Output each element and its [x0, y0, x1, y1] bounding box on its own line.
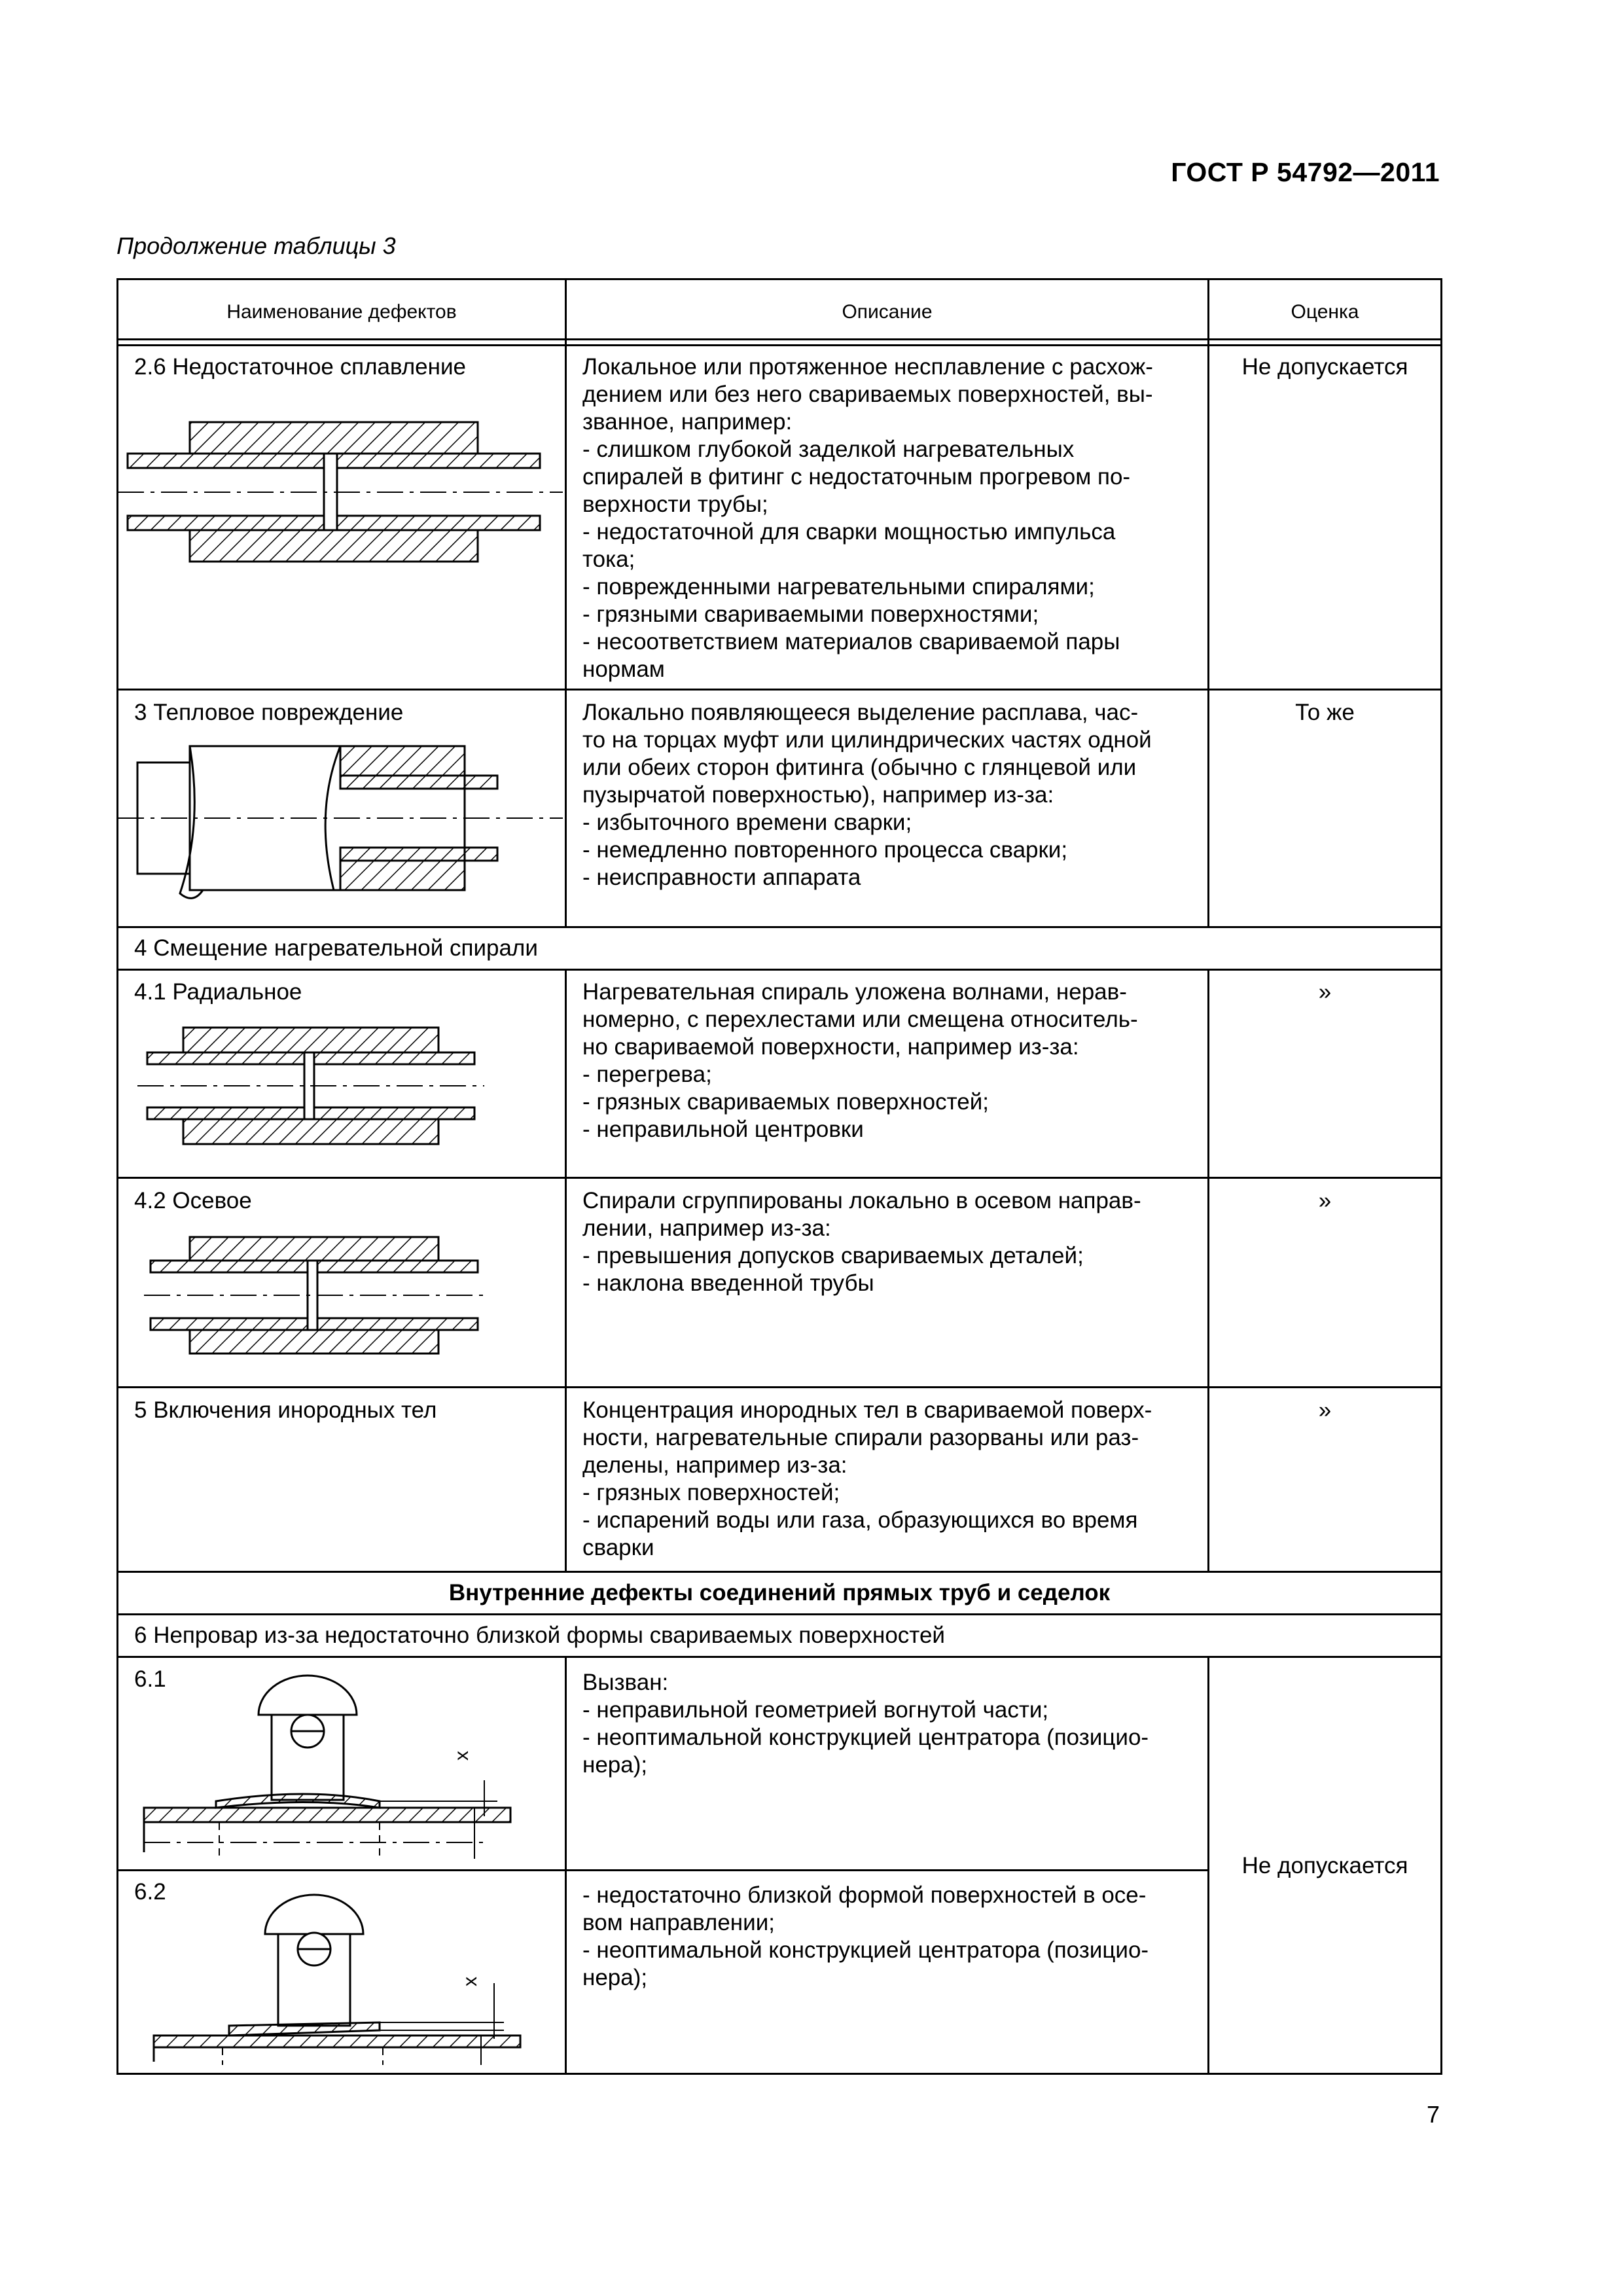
dimension-label: x	[459, 1977, 481, 1986]
defect-group-name: 4 Смещение нагревательной спирали	[134, 935, 538, 961]
defect-description: Концентрация инородных тел в свариваемой поверх- ности, нагревательные спирали разорваны или раз- делены, например из-за: - грязных поверхностей; - испарений воды или газа, образующихся во время сварки	[582, 1397, 1152, 1560]
defect-name: 6.2	[134, 1879, 166, 1905]
defect-name: 2.6 Недостаточное сплавление	[134, 354, 466, 380]
figure-insufficient-fusion	[118, 412, 563, 583]
figure-axial-coil-shift	[118, 1230, 563, 1361]
defect-description: Локально появляющееся выделение расплава, час- то на торцах муфт или цилиндрических частях одной или обеих сторон фитинга (обычно с глянцевой или пузырчатой поверхностью), например из-за: - избыточного времени сварки; - немедленно повторенного процесса сварки; - неисправности аппарата	[582, 700, 1152, 890]
table-caption: Продолжение таблицы 3	[116, 232, 396, 259]
defect-name: 6.1	[134, 1666, 166, 1692]
figure-saddle-6-2	[118, 1878, 563, 2068]
defect-description: Локальное или протяженное несплавление с расхож- дением или без него свариваемых поверхностей, вы- званное, например: - слишком глубокой заделкой нагревательных спиралей в фитинг с недостаточным прогревом по- верхности трубы; - недостаточной для сварки мощностью импульса тока; - поврежденными нагревательными спиралями; - грязными свариваемыми поверхностями; - несоответствием материалов свариваемой пары нормам	[582, 354, 1153, 682]
defect-group-name: 6 Непровар из-за недостаточно близкой формы свариваемых поверхностей	[134, 1623, 945, 1648]
defect-name: 4.2 Осевое	[134, 1188, 252, 1213]
defect-name: 3 Тепловое повреждение	[134, 700, 404, 725]
column-header-rating: Оценка	[1291, 301, 1359, 323]
defect-description: Вызван: - неправильной геометрией вогнутой части; - неоптимальной конструкцией центратора (позицио- нера);	[582, 1670, 1149, 1778]
figure-radial-coil-shift	[118, 1021, 563, 1152]
defect-name: 5 Включения инородных тел	[134, 1397, 437, 1423]
defect-rating: »	[1318, 979, 1332, 1005]
page-number: 7	[1426, 2101, 1440, 2128]
figure-saddle-6-1	[118, 1662, 563, 1859]
defect-rating: »	[1318, 1188, 1332, 1213]
section-title: Внутренние дефекты соединений прямых труб и седелок	[448, 1580, 1111, 1605]
standard-code: ГОСТ Р 54792—2011	[1171, 157, 1440, 187]
column-header-description: Описание	[842, 301, 933, 323]
defect-rating: То же	[1295, 700, 1355, 725]
defect-name: 4.1 Радиальное	[134, 979, 302, 1005]
dimension-label: x	[451, 1751, 473, 1761]
defect-description: Нагревательная спираль уложена волнами, нерав- номерно, с перехлестами или смещена относитель- но свариваемой поверхности, например из-за: - перегрева; - грязных свариваемых поверхностей; - неправильной центровки	[582, 979, 1138, 1142]
defect-rating: Не допускается	[1241, 1853, 1408, 1878]
defect-rating: »	[1318, 1397, 1332, 1423]
column-header-name: Наименование дефектов	[226, 301, 457, 323]
figure-thermal-damage	[118, 733, 563, 910]
defect-rating: Не допускается	[1241, 354, 1408, 380]
defect-description: - недостаточно близкой формой поверхностей в осе- вом направлении; - неоптимальной конструкцией центратора (позицио- нера);	[582, 1882, 1149, 1990]
defect-description: Спирали сгруппированы локально в осевом направ- лении, например из-за: - превышения допусков свариваемых деталей; - наклона введенной трубы	[582, 1188, 1141, 1296]
